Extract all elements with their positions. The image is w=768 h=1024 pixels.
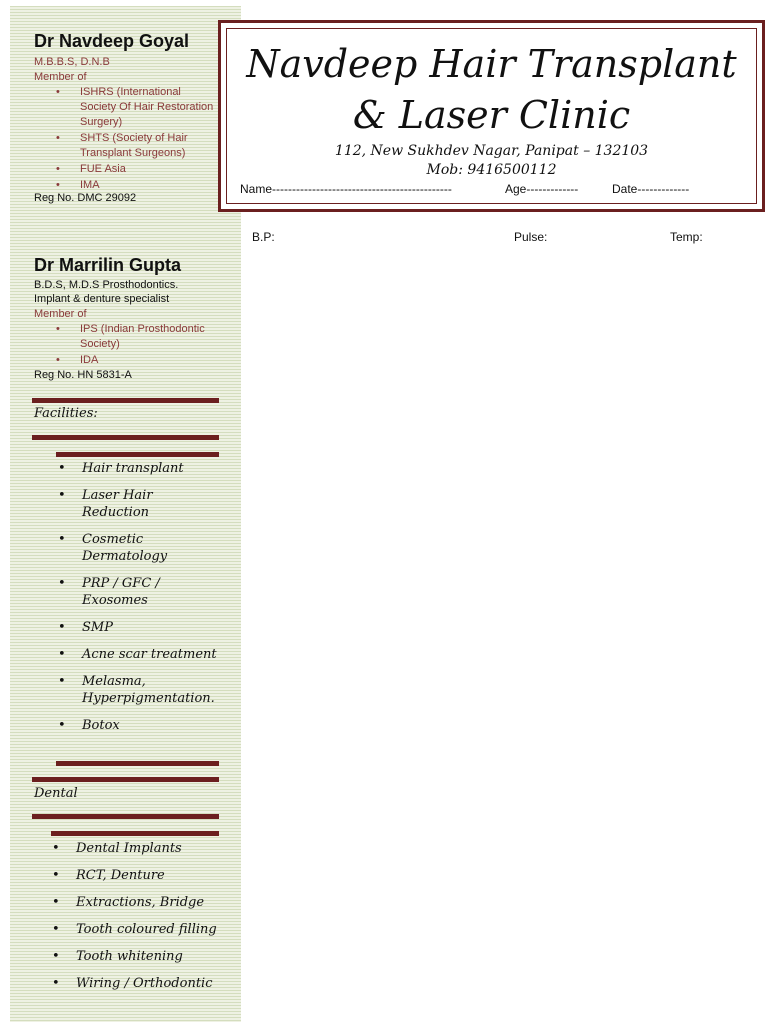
membership-item: • IMA [34,178,214,193]
temp-field: Temp: [670,230,703,244]
dental-item: • Tooth coloured filling [52,921,232,938]
divider [32,814,219,819]
dental-label: Dental [34,786,78,801]
dental-item: • Extractions, Bridge [52,894,232,911]
doctor2-memberships [34,322,214,369]
membership-item: • IPS (Indian Prosthodontic Society) [34,322,214,352]
membership-item: • SHTS (Society of Hair Transplant Surgeons) [34,131,214,161]
divider [32,777,219,782]
facility-item: • Melasma, Hyperpigmentation. [58,673,223,707]
membership-item: • IDA [34,353,214,368]
doctor1-name: Dr Navdeep Goyal [34,31,190,51]
pulse-field: Pulse: [514,230,548,244]
divider [32,435,219,440]
dental-item: • RCT, Denture [52,867,232,884]
facility-item: • Cosmetic Dermatology [58,531,223,565]
doctor2-degrees: B.D.S, M.D.S Prosthodontics. [34,279,179,291]
doctor1-member-label: Member of [34,71,87,83]
divider [51,831,219,836]
clinic-mobile: Mob: 9416500112 [426,162,557,178]
facility-item: • SMP [58,619,223,636]
age-field: Age------------- [505,182,579,196]
dental-item: • Dental Implants [52,840,232,857]
doctor1-memberships [34,85,214,194]
membership-item: • FUE Asia [34,162,214,177]
dental-list [52,840,232,1002]
facility-item: • Acne scar treatment [58,646,223,663]
doctor1-reg-no: Reg No. DMC 29092 [34,192,137,204]
divider [56,452,219,457]
divider [32,398,219,403]
bp-field: B.P: [252,230,275,244]
doctor2-name: Dr Marrilin Gupta [34,255,182,275]
facility-item: • Laser Hair Reduction [58,487,223,521]
facility-item: • Botox [58,717,223,734]
doctor2-specialty: Implant & denture specialist [34,293,170,305]
doctor2-reg-no: Reg No. HN 5831-A [34,369,132,381]
date-field: Date------------- [612,182,690,196]
clinic-header [218,20,765,212]
clinic-title-line1: Navdeep Hair Transplant [246,42,737,86]
membership-item: • ISHRS (International Society Of Hair Restoration Surgery) [34,85,214,130]
divider [56,761,219,766]
facilities-label: Facilities: [34,406,98,421]
clinic-title-line2: & Laser Clinic [352,93,631,137]
dental-item: • Tooth whitening [52,948,232,965]
facility-item: • Hair transplant [58,460,223,477]
dental-item: • Wiring / Orthodontic [52,975,232,992]
clinic-address: 112, New Sukhdev Nagar, Panipat – 132103 [334,143,649,159]
name-field: Name--------------------------------------------- [240,182,452,196]
facility-item: • PRP / GFC / Exosomes [58,575,223,609]
doctor2-member-label: Member of [34,308,87,320]
doctor1-degrees: M.B.B.S, D.N.B [34,56,110,68]
facilities-list [58,460,223,744]
